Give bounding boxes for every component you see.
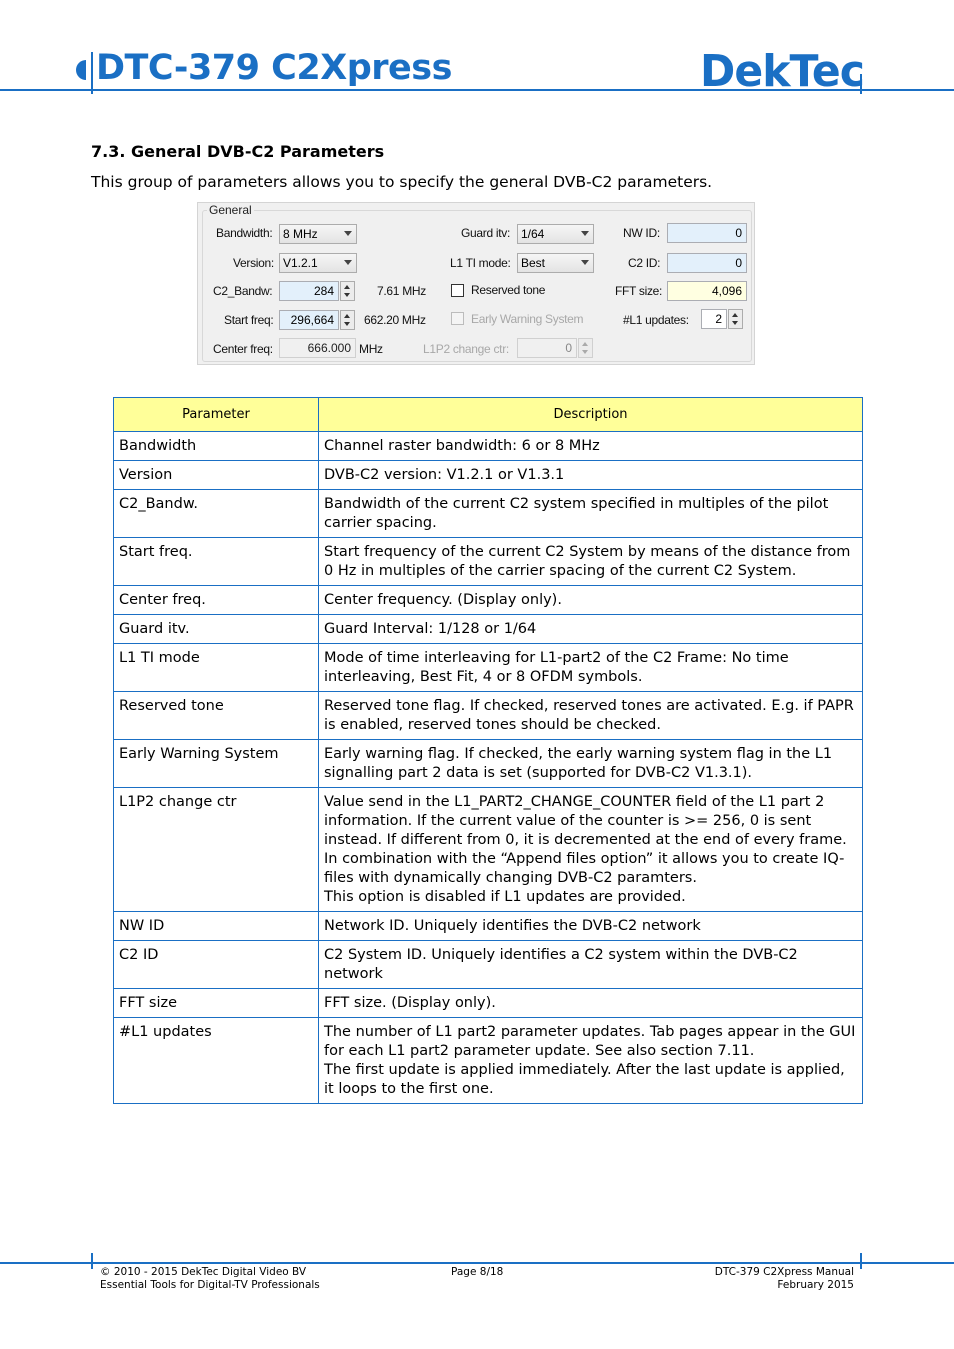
description-cell [319, 989, 863, 1018]
table-row [114, 788, 863, 912]
description-line: The number of L1 part2 parameter updates. Tab pages appear in the GUI for each L1 part2 parameter update. See also section 7.11. [324, 1024, 856, 1059]
table-row [114, 615, 863, 644]
description-cell [319, 692, 863, 740]
column-header-parameter: Parameter [114, 398, 319, 432]
l1p2-change-ctr-label: L1P2 change ctr: [423, 342, 509, 356]
fft-size-display: 4,096 [667, 281, 747, 301]
l1p2-change-ctr-input[interactable]: 0 [517, 338, 577, 358]
reserved-tone-label: Reserved tone [471, 283, 546, 297]
footer-date: February 2015 [777, 1279, 854, 1291]
chevron-down-icon [344, 260, 352, 265]
start-freq-label: Start freq: [224, 313, 274, 327]
c2-bandw-input[interactable]: 284 [279, 281, 339, 301]
description-line: Value send in the L1_PART2_CHANGE_COUNTER field of the L1 part 2 information. If the current value of the counter is >= 256, 0 is sent instead. If different from 0, it is decremented at the end of every frame. [324, 794, 847, 848]
table-row [114, 490, 863, 538]
description-line: Early warning flag. If checked, the early warning system flag in the L1 signalling part 2 data is set (supported for DVB-C2 V1.3.1). [324, 746, 833, 781]
description-cell [319, 586, 863, 615]
nw-id-input[interactable]: 0 [667, 223, 747, 243]
center-freq-label: Center freq: [213, 342, 273, 356]
c2-bandw-label: C2_Bandw: [213, 284, 273, 298]
chevron-down-icon [581, 260, 589, 265]
parameter-cell: Start freq. [114, 538, 319, 586]
description-cell [319, 432, 863, 461]
parameter-cell: FFT size [114, 989, 319, 1018]
description-line: Network ID. Uniquely identifies the DVB-C2 network [324, 918, 701, 934]
footer-tick-right [860, 1253, 862, 1269]
bandwidth-value: 8 MHz [283, 227, 318, 241]
description-line: C2 System ID. Uniquely identifies a C2 system within the DVB-C2 network [324, 947, 798, 982]
parameter-table [113, 397, 863, 1104]
description-line: FFT size. (Display only). [324, 995, 496, 1011]
parameter-cell: Reserved tone [114, 692, 319, 740]
l1-updates-label: #L1 updates: [623, 313, 689, 327]
description-line: Mode of time interleaving for L1-part2 of the C2 Frame: No time interleaving, Best Fit, 4 or 8 OFDM symbols. [324, 650, 789, 685]
table-row [114, 1018, 863, 1104]
version-value: V1.2.1 [283, 256, 318, 270]
footer-rule [0, 1262, 954, 1264]
table-row [114, 912, 863, 941]
start-freq-unit: 662.20 MHz [364, 313, 426, 327]
table-row [114, 692, 863, 740]
general-group-label: General [209, 203, 252, 217]
parameter-cell: NW ID [114, 912, 319, 941]
table-row [114, 740, 863, 788]
parameter-cell: C2_Bandw. [114, 490, 319, 538]
early-warning-label: Early Warning System [471, 312, 584, 326]
section-intro: This group of parameters allows you to specify the general DVB-C2 parameters. [91, 173, 713, 191]
description-cell [319, 740, 863, 788]
description-line: The first update is applied immediately. After the last update is applied, it loops to the first one. [324, 1062, 845, 1097]
center-freq-unit: MHz [359, 342, 383, 356]
nw-id-label: NW ID: [623, 226, 660, 240]
description-cell [319, 538, 863, 586]
description-line: Guard Interval: 1/128 or 1/64 [324, 621, 537, 637]
c2-bandw-unit: 7.61 MHz [377, 284, 426, 298]
bandwidth-label: Bandwidth: [216, 226, 273, 240]
chevron-down-icon [344, 231, 352, 236]
footer-tagline: Essential Tools for Digital-TV Professionals [100, 1279, 320, 1291]
l1-updates-spinner[interactable] [728, 309, 743, 329]
c2-bandw-spinner[interactable] [340, 281, 355, 301]
description-cell [319, 788, 863, 912]
c2-id-label: C2 ID: [628, 256, 661, 270]
version-select[interactable] [279, 253, 357, 273]
column-header-description: Description [319, 398, 863, 432]
parameter-cell: Version [114, 461, 319, 490]
l1p2-change-ctr-spinner[interactable] [578, 338, 593, 358]
fft-size-label: FFT size: [615, 284, 663, 298]
description-cell [319, 941, 863, 989]
description-cell [319, 615, 863, 644]
section-title: 7.3. General DVB-C2 Parameters [91, 142, 385, 161]
title-marker-icon [76, 60, 86, 80]
parameter-cell: #L1 updates [114, 1018, 319, 1104]
description-cell [319, 644, 863, 692]
general-parameters-panel [197, 202, 755, 365]
description-line: Center frequency. (Display only). [324, 592, 562, 608]
parameter-cell: C2 ID [114, 941, 319, 989]
description-line: In combination with the “Append files option” it allows you to create IQ-files with dynamically changing DVB-C2 paramters. [324, 851, 845, 886]
description-line: Bandwidth of the current C2 system specified in multiples of the pilot carrier spacing. [324, 496, 829, 531]
c2-id-input[interactable]: 0 [667, 253, 747, 273]
guard-itv-select[interactable] [517, 224, 594, 244]
footer-tick-left [91, 1253, 93, 1269]
parameter-cell: L1 TI mode [114, 644, 319, 692]
reserved-tone-checkbox[interactable] [451, 284, 464, 297]
parameter-cell: Early Warning System [114, 740, 319, 788]
start-freq-spinner[interactable] [340, 310, 355, 330]
description-line: Channel raster bandwidth: 6 or 8 MHz [324, 438, 600, 454]
l1-ti-mode-select[interactable] [517, 253, 594, 273]
dektec-logo [700, 48, 866, 92]
description-line: DVB-C2 version: V1.2.1 or V1.3.1 [324, 467, 565, 483]
guard-itv-value: 1/64 [521, 227, 545, 241]
footer-copyright: © 2010 - 2015 DekTec Digital Video BV [100, 1266, 307, 1278]
description-line: This option is disabled if L1 updates are provided. [324, 889, 686, 905]
description-line: Start frequency of the current C2 System by means of the distance from 0 Hz in multiples of the carrier spacing of the current C2 System. [324, 544, 851, 579]
table-row [114, 538, 863, 586]
description-line: Reserved tone flag. If checked, reserved tones are activated. E.g. if PAPR is enabled, reserved tones should be checked. [324, 698, 854, 733]
footer-manual-name: DTC-379 C2Xpress Manual [714, 1266, 854, 1278]
l1-updates-input[interactable]: 2 [701, 309, 727, 329]
parameter-cell: Center freq. [114, 586, 319, 615]
table-row [114, 989, 863, 1018]
description-cell [319, 490, 863, 538]
header-tick-left [91, 52, 93, 94]
document-title: DTC-379 C2Xpress [96, 48, 452, 88]
parameter-cell: Guard itv. [114, 615, 319, 644]
guard-itv-label: Guard itv: [461, 226, 511, 240]
description-cell [319, 461, 863, 490]
chevron-down-icon [581, 231, 589, 236]
table-row [114, 461, 863, 490]
table-row [114, 644, 863, 692]
start-freq-input[interactable]: 296,664 [279, 310, 339, 330]
description-cell [319, 912, 863, 941]
table-row [114, 432, 863, 461]
center-freq-display: 666.000 [279, 338, 356, 358]
bandwidth-select[interactable] [279, 224, 357, 244]
early-warning-checkbox[interactable] [451, 312, 464, 325]
parameter-cell: L1P2 change ctr [114, 788, 319, 912]
l1-ti-mode-value: Best [521, 256, 546, 270]
version-label: Version: [233, 256, 274, 270]
table-row [114, 941, 863, 989]
table-row [114, 586, 863, 615]
description-cell [319, 1018, 863, 1104]
parameter-cell: Bandwidth [114, 432, 319, 461]
l1-ti-mode-label: L1 TI mode: [450, 256, 511, 270]
footer-page-number: Page 8/18 [451, 1266, 504, 1278]
table-header-row [114, 398, 863, 432]
svg-text:DekTec: DekTec [700, 48, 864, 92]
